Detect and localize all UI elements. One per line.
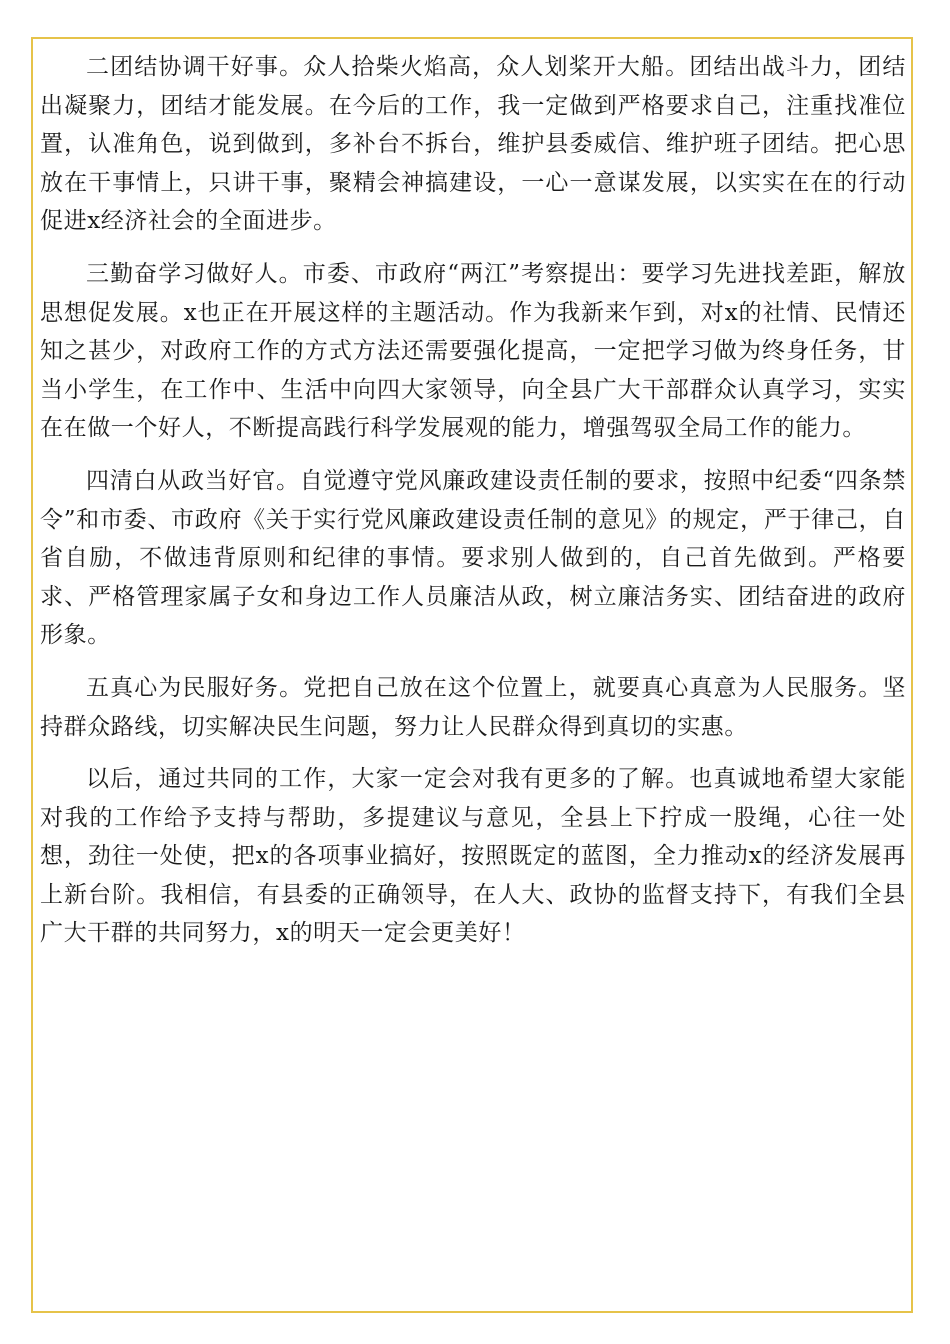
document-body bbox=[40, 48, 906, 967]
paragraph-integrity: 四清白从政当好官。自觉遵守党风廉政建设责任制的要求，按照中纪委“四条禁令”和市委、市政府《关于实行党风廉政建设责任制的意见》的规定，严于律己，自省自励，不做违背原则和纪律的事情。要求别人做到的，自己首先做到。严格要求、严格管理家属子女和身边工作人员廉洁从政，树立廉洁务实、团结奋进的政府形象。 bbox=[40, 467, 906, 649]
paragraph-unity: 二团结协调干好事。众人拾柴火焰高，众人划桨开大船。团结出战斗力，团结出凝聚力，团结才能发展。在今后的工作，我一定做到严格要求自己，注重找准位置，认准角色，说到做到，多补台不拆台，维护县委威信、维护班子团结。把心思放在干事情上，只讲干事，聚精会神搞建设，一心一意谋发展，以实实在在的行动促进x经济社会的全面进步。 bbox=[40, 54, 906, 235]
paragraph-service: 五真心为民服好务。党把自己放在这个位置上，就要真心真意为人民服务。坚持群众路线，切实解决民生问题，努力让人民群众得到真切的实惠。 bbox=[40, 674, 906, 740]
paragraph-study: 三勤奋学习做好人。市委、市政府“两江”考察提出：要学习先进找差距，解放思想促发展。x也正在开展这样的主题活动。作为我新来乍到，对x的社情、民情还知之甚少，对政府工作的方式方法还需要强化提高，一定把学习做为终身任务，甘当小学生，在工作中、生活中向四大家领导，向全县广大干部群众认真学习，实实在在做一个好人，不断提高践行科学发展观的能力，增强驾驭全局工作的能力。 bbox=[40, 260, 906, 442]
paragraph-closing: 以后，通过共同的工作，大家一定会对我有更多的了解。也真诚地希望大家能对我的工作给予支持与帮助，多提建议与意见，全县上下拧成一股绳，心往一处想，劲往一处使，把x的各项事业搞好，按照既定的蓝图，全力推动x的经济发展再上新台阶。我相信，有县委的正确领导，在人大、政协的监督支持下，有我们全县广大干群的共同努力，x的明天一定会更美好！ bbox=[40, 766, 906, 947]
